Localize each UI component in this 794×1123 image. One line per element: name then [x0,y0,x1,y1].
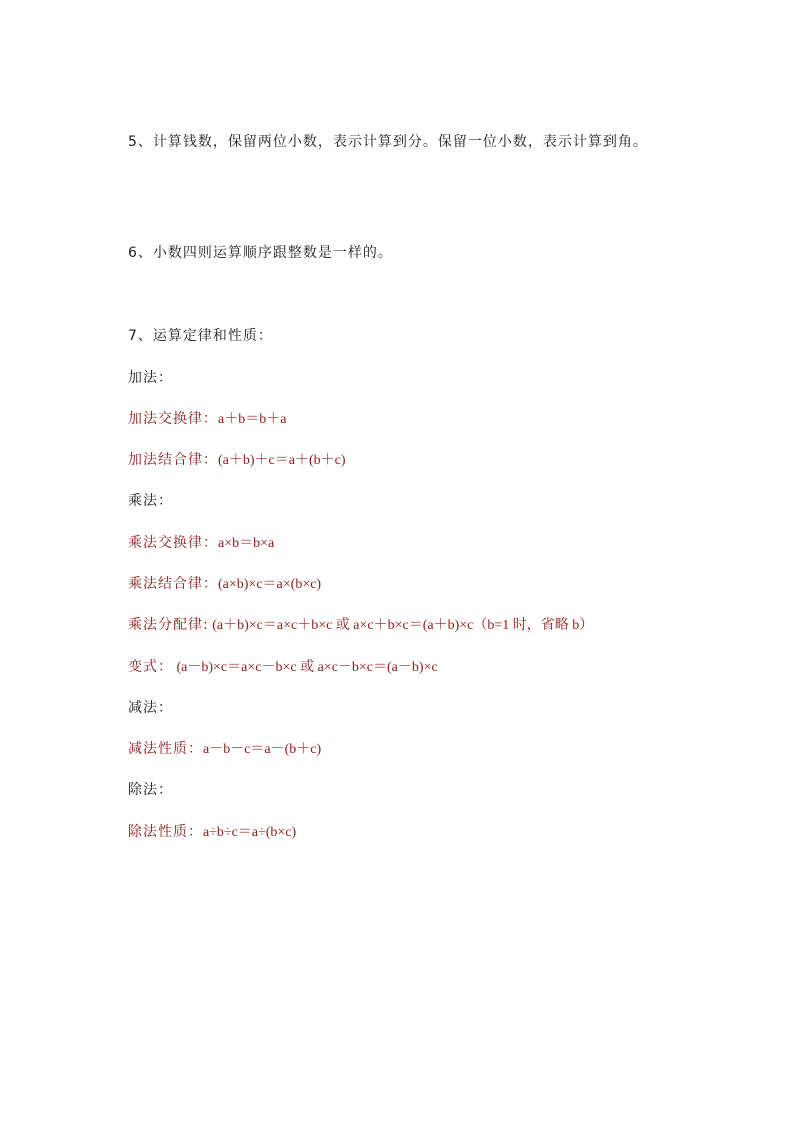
multiplication-commutative-law [128,533,274,554]
addition-commutative-label: 加法交换律： [128,411,218,427]
addition-associative-label: 加法结合律： [128,452,218,468]
multiplication-heading: 乘法： [128,493,173,509]
multiplication-variant-label: 变式： [128,659,173,675]
multiplication-commutative-formula: a×b＝b×a [218,536,275,551]
addition-commutative-law [128,409,286,430]
item-7-heading: 7、运算定律和性质： [128,328,273,344]
multiplication-commutative-label: 乘法交换律： [128,535,218,551]
item-6-text: 6、小数四则运算顺序跟整数是一样的。 [128,245,393,261]
multiplication-distributive-formula: (a＋b)×c＝a×c＋b×c 或 a×c＋b×c＝(a＋b)×c（b=1 时，省略 b） [208,618,594,633]
subtraction-property [128,739,321,760]
division-heading: 除法： [128,782,173,798]
subtraction-heading: 减法： [128,700,173,716]
division-property [128,822,296,843]
division-property-formula: a÷b÷c＝a÷(b×c) [203,825,297,840]
subtraction-property-label: 减法性质： [128,741,203,757]
multiplication-distributive-label: 乘法分配律: [128,617,209,633]
multiplication-distributive-law [128,615,593,636]
item-5-text: 5、计算钱数，保留两位小数，表示计算到分。保留一位小数，表示计算到角。 [128,134,648,150]
multiplication-variant [128,657,438,678]
addition-commutative-formula: a＋b＝b＋a [218,412,287,427]
multiplication-associative-formula: (a×b)×c＝a×(b×c) [218,577,322,592]
addition-associative-formula: (a＋b)＋c＝a＋(b＋c) [218,453,346,468]
subtraction-property-formula: a－b－c＝a－(b＋c) [203,742,322,757]
multiplication-variant-formula: (a－b)×c＝a×c－b×c 或 a×c－b×c＝(a－b)×c [173,660,438,675]
addition-heading: 加法： [128,370,173,386]
division-property-label: 除法性质： [128,824,203,840]
multiplication-associative-label: 乘法结合律： [128,576,218,592]
addition-associative-law [128,450,346,471]
multiplication-associative-law [128,574,321,595]
